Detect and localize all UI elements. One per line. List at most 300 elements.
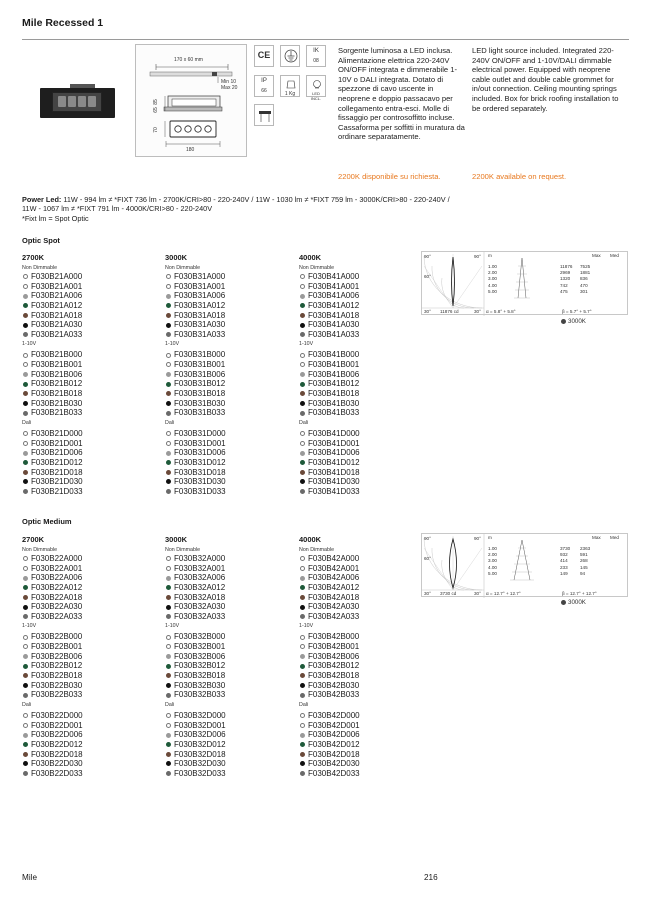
product-code-row [165, 602, 295, 612]
product-code-row [299, 740, 429, 750]
finish-color-swatch [300, 723, 305, 728]
finish-color-swatch [300, 595, 305, 600]
product-code: F030B41D000 [308, 428, 360, 438]
product-code: F030B42B001 [308, 642, 360, 652]
product-code: F030B32A018 [174, 592, 226, 602]
beam-angle-right: β = 5.7° + 5.7° [562, 309, 592, 314]
product-code-row [299, 468, 429, 478]
finish-color-swatch [166, 489, 171, 494]
max-lux-value: 2969 [560, 270, 571, 276]
product-code-row [165, 448, 295, 458]
product-code: F030B22A030 [31, 602, 83, 612]
angle-90-right: 90° [474, 254, 481, 259]
product-code-row [22, 573, 152, 583]
product-code: F030B22A033 [31, 611, 83, 621]
product-code: F030B41D006 [308, 448, 360, 458]
product-code: F030B31A000 [174, 272, 226, 281]
product-code-row [22, 429, 152, 439]
product-code-row [299, 769, 429, 779]
finish-color-swatch [300, 391, 305, 396]
product-code: F030B32B030 [174, 680, 226, 690]
product-code-row [165, 690, 295, 700]
product-code-row [22, 408, 152, 418]
product-code: F030B21B030 [31, 398, 83, 408]
axis-unit: m [488, 535, 492, 540]
product-code: F030B32D000 [174, 710, 226, 720]
product-code-row [299, 681, 429, 691]
finish-color-swatch [300, 673, 305, 678]
beam-angle-right: β = 12.7° + 12.7° [562, 591, 597, 596]
finish-color-swatch [23, 382, 28, 387]
product-code: F030B21A018 [31, 310, 83, 320]
product-code-row [22, 291, 152, 301]
product-code: F030B42D018 [308, 749, 360, 759]
finish-color-swatch [166, 693, 171, 698]
finish-color-swatch [23, 313, 28, 318]
finish-color-swatch [300, 323, 305, 328]
product-code-row [165, 458, 295, 468]
technical-drawing [135, 44, 247, 157]
product-code-row [165, 320, 295, 330]
note-italian: 2200K disponibile su richiesta. [338, 172, 441, 181]
product-code: F030B32D030 [174, 759, 226, 769]
product-code-row [22, 468, 152, 478]
product-code-row [165, 370, 295, 380]
finish-color-swatch [23, 489, 28, 494]
color-temperature-heading: 2700K [22, 253, 45, 262]
product-code-row [299, 750, 429, 760]
max-lux-value: 3730 [560, 546, 571, 551]
product-code: F030B21A006 [31, 291, 83, 301]
finish-color-swatch [166, 654, 171, 659]
finish-color-swatch [23, 401, 28, 406]
product-code-row [165, 681, 295, 691]
product-code-row [22, 583, 152, 593]
product-code: F030B21D000 [31, 428, 83, 438]
finish-color-swatch [23, 654, 28, 659]
color-temperature-heading: 3000K [165, 253, 188, 262]
product-code: F030B31B001 [174, 360, 226, 370]
product-code-row [299, 330, 429, 340]
product-code-row [299, 379, 429, 389]
product-code-row [165, 399, 295, 409]
product-code: F030B42B012 [308, 661, 360, 671]
product-code-row [165, 750, 295, 760]
angle-30-left: 30° [424, 309, 431, 314]
product-code-row [165, 593, 295, 603]
product-code-row [22, 740, 152, 750]
product-code-row [22, 282, 152, 292]
power-label: Power Led: [22, 195, 62, 204]
product-code: F030B21A012 [31, 300, 83, 310]
description-italian: Sorgente luminosa a LED inclusa. Alimentazione elettrica 220-240V ON/OFF integrata e dimmerabile 1-10V o DALI integrata. Dotato di spezzone di cavo uscente in neoprene e doppio passacavo per collegamento entra-esci. Molle di fissaggio per controsoffitto incluse. Cassaforma per soffitti in muratura da ordinare separatamente. [338, 46, 465, 142]
product-code: F030B32D012 [174, 739, 226, 749]
finish-color-swatch [23, 761, 28, 766]
product-code: F030B32D018 [174, 749, 226, 759]
product-code-row [22, 350, 152, 360]
product-code-row [22, 311, 152, 321]
product-code-row [165, 311, 295, 321]
med-lux-value: 301 [580, 288, 588, 294]
product-code-row [22, 439, 152, 449]
beam-angle-left: α = 12.7° + 12.7° [486, 591, 521, 596]
product-code: F030B22A006 [31, 573, 83, 583]
col-med: Med [610, 253, 619, 258]
finish-color-swatch [166, 274, 171, 279]
product-code: F030B32B006 [174, 651, 226, 661]
code-column-spot-2700k [22, 253, 152, 496]
product-code-row [22, 379, 152, 389]
med-lux-value: 836 [580, 276, 588, 282]
product-code: F030B32A012 [174, 582, 226, 592]
finish-color-swatch [166, 614, 171, 619]
product-code: F030B42D000 [308, 710, 360, 720]
code-column-medium-3000k [165, 535, 295, 778]
finish-color-swatch [166, 771, 171, 776]
product-code-row [299, 730, 429, 740]
finish-color-swatch [166, 479, 171, 484]
product-code: F030B32D001 [174, 720, 226, 730]
finish-color-swatch [300, 441, 305, 446]
product-code-row [299, 360, 429, 370]
max-lux-value: 932 [560, 552, 568, 558]
product-code-row [299, 759, 429, 769]
product-code: F030B32B012 [174, 661, 226, 671]
finish-color-swatch [166, 556, 171, 561]
recessed-profile-icon [254, 104, 274, 126]
product-code: F030B31D006 [174, 448, 226, 458]
product-code-row [299, 573, 429, 583]
product-code: F030B22B001 [31, 642, 83, 652]
product-code-row [299, 652, 429, 662]
product-code-row [299, 458, 429, 468]
distance-value: 3.00 [488, 558, 497, 564]
product-code: F030B22D001 [31, 720, 83, 730]
product-code-row [22, 769, 152, 779]
beam-angle-left: α = 5.8° + 5.8° [486, 309, 516, 314]
finish-color-swatch [23, 294, 28, 299]
finish-color-swatch [166, 451, 171, 456]
product-code-row [165, 439, 295, 449]
code-column-spot-3000k [165, 253, 295, 496]
product-code: F030B42A018 [308, 592, 360, 602]
finish-color-swatch [300, 614, 305, 619]
finish-color-swatch [23, 411, 28, 416]
dimming-group-label: 1-10V [165, 341, 180, 348]
product-code: F030B31D000 [174, 428, 226, 438]
axis-unit: m [488, 253, 492, 258]
finish-color-swatch [166, 303, 171, 308]
finish-color-swatch [300, 479, 305, 484]
angle-90-left: 90° [424, 254, 431, 259]
page-number: 216 [424, 873, 438, 882]
product-code-row [165, 379, 295, 389]
product-code: F030B42A030 [308, 602, 360, 612]
product-code-row [22, 612, 152, 622]
product-code: F030B31A012 [174, 300, 226, 310]
product-code: F030B41A030 [308, 320, 360, 330]
product-code: F030B41D030 [308, 477, 360, 487]
product-code-row [165, 612, 295, 622]
product-code: F030B21B006 [31, 369, 83, 379]
dimming-group-label: Dali [22, 701, 32, 708]
power-specs [22, 195, 632, 223]
finish-color-swatch [300, 585, 305, 590]
product-code: F030B31D012 [174, 457, 226, 467]
product-code: F030B41A018 [308, 310, 360, 320]
product-code-row [22, 681, 152, 691]
product-code: F030B42D030 [308, 759, 360, 769]
product-code: F030B31A033 [174, 329, 226, 339]
product-code-row [165, 642, 295, 652]
product-code-row [22, 721, 152, 731]
finish-color-swatch [23, 451, 28, 456]
photometry-caption-medium: 3000K [561, 599, 586, 606]
height-c: 70 [152, 127, 159, 133]
product-code-row [22, 632, 152, 642]
finish-color-swatch [166, 441, 171, 446]
product-code-row [299, 554, 429, 564]
product-code: F030B21A030 [31, 320, 83, 330]
angle-60: 60° [424, 274, 431, 279]
product-code: F030B22D006 [31, 730, 83, 740]
product-code-row [22, 602, 152, 612]
max-lux-value: 233 [560, 564, 568, 570]
med-lux-value: 268 [580, 558, 588, 564]
product-code: F030B22B006 [31, 651, 83, 661]
product-code: F030B41D018 [308, 467, 360, 477]
product-code: F030B42A001 [308, 563, 360, 573]
max-lux-value: 149 [560, 570, 568, 576]
finish-color-swatch [166, 313, 171, 318]
product-code: F030B31D030 [174, 477, 226, 487]
product-code: F030B41B030 [308, 398, 360, 408]
finish-color-swatch [23, 713, 28, 718]
product-code: F030B42B006 [308, 651, 360, 661]
product-code: F030B31B006 [174, 369, 226, 379]
product-code: F030B41A000 [308, 272, 360, 281]
finish-color-swatch [300, 713, 305, 718]
finish-color-swatch [300, 654, 305, 659]
finish-color-swatch [166, 713, 171, 718]
product-code: F030B41D012 [308, 457, 360, 467]
finish-color-swatch [300, 401, 305, 406]
product-code: F030B41A001 [308, 281, 360, 291]
finish-color-swatch [23, 635, 28, 640]
product-code: F030B21B033 [31, 408, 83, 418]
product-code: F030B21B018 [31, 389, 83, 399]
product-code: F030B22D033 [31, 768, 83, 778]
color-temperature-heading: 3000K [165, 535, 188, 544]
distance-value: 2.00 [488, 270, 497, 276]
product-code-row [22, 593, 152, 603]
finish-color-swatch [23, 683, 28, 688]
product-code: F030B31B000 [174, 350, 226, 360]
min-dimension: Min 10 [221, 79, 237, 85]
product-code: F030B22D012 [31, 739, 83, 749]
product-code: F030B42B018 [308, 671, 360, 681]
dimming-group-label: Non Dimmable [299, 265, 335, 271]
power-line-3: *Fixt lm = Spot Optic [22, 213, 89, 223]
product-code-row [299, 439, 429, 449]
finish-color-swatch [166, 644, 171, 649]
product-code-row [299, 612, 429, 622]
finish-color-swatch [23, 460, 28, 465]
product-code: F030B22A012 [31, 582, 83, 592]
product-code: F030B31D033 [174, 486, 226, 496]
dimming-group-label: 1-10V [165, 623, 180, 630]
finish-color-swatch [23, 752, 28, 757]
product-code-row [22, 360, 152, 370]
finish-color-swatch [300, 644, 305, 649]
product-code: F030B32A006 [174, 573, 226, 583]
finish-color-swatch [166, 664, 171, 669]
finish-color-swatch [300, 664, 305, 669]
product-code: F030B22A000 [31, 554, 83, 563]
product-code: F030B42D001 [308, 720, 360, 730]
product-code-row [165, 759, 295, 769]
product-code-row [299, 389, 429, 399]
product-code-row [22, 711, 152, 721]
product-code: F030B21D033 [31, 486, 83, 496]
led-icon: LED INCL. [306, 75, 326, 97]
cutout-dimension: 170 x 60 mm [174, 57, 203, 63]
angle-60: 60° [424, 556, 431, 561]
finish-color-swatch [300, 742, 305, 747]
dimming-group-label: Dali [22, 419, 32, 426]
product-code-row [165, 487, 295, 497]
finish-color-swatch [23, 733, 28, 738]
product-code: F030B21B012 [31, 379, 83, 389]
color-temperature-heading: 4000K [299, 535, 322, 544]
finish-color-swatch [166, 733, 171, 738]
finish-color-swatch [166, 294, 171, 299]
product-code-row [299, 311, 429, 321]
product-code-row [165, 330, 295, 340]
product-code-row [22, 554, 152, 564]
max-lux-value: 742 [560, 282, 568, 288]
finish-color-swatch [166, 742, 171, 747]
distance-value: 5.00 [488, 570, 497, 576]
product-code-row [22, 487, 152, 497]
finish-color-swatch [23, 353, 28, 358]
finish-color-swatch [166, 576, 171, 581]
dimming-group-label: 1-10V [299, 623, 314, 630]
dimming-group-label: Non Dimmable [22, 265, 58, 271]
dimming-group-label: 1-10V [22, 623, 37, 630]
finish-color-swatch [300, 332, 305, 337]
product-code: F030B31B018 [174, 389, 226, 399]
product-code: F030B42A033 [308, 611, 360, 621]
code-column-medium-4000k [299, 535, 429, 778]
finish-color-swatch [166, 411, 171, 416]
section-title-spot: Optic Spot [22, 236, 60, 245]
product-code: F030B31D018 [174, 467, 226, 477]
finish-color-swatch [166, 401, 171, 406]
max-lux-value: 414 [560, 558, 568, 564]
finish-color-swatch [300, 761, 305, 766]
product-code: F030B21D006 [31, 448, 83, 458]
page-title: Mile Recessed 1 [22, 17, 104, 29]
product-code: F030B22B033 [31, 690, 83, 700]
col-max: Max [592, 253, 601, 258]
finish-color-swatch [166, 460, 171, 465]
finish-color-swatch [166, 683, 171, 688]
max-lux-value: 1320 [560, 276, 571, 282]
product-code-row [22, 750, 152, 760]
finish-color-swatch [23, 332, 28, 337]
product-code-row [165, 652, 295, 662]
finish-color-swatch [166, 566, 171, 571]
product-code: F030B22A018 [31, 592, 83, 602]
product-code: F030B32A033 [174, 611, 226, 621]
product-code-row [299, 721, 429, 731]
finish-color-swatch [300, 576, 305, 581]
finish-color-swatch [300, 605, 305, 610]
finish-color-swatch [23, 742, 28, 747]
ip-icon: IP 66 [254, 75, 274, 97]
finish-color-swatch [166, 595, 171, 600]
height-a: 85 [152, 99, 159, 105]
product-code: F030B21B001 [31, 360, 83, 370]
angle-90-right: 90° [474, 536, 481, 541]
dimming-group-label: Non Dimmable [299, 547, 335, 553]
product-code: F030B42B033 [308, 690, 360, 700]
product-code-row [299, 272, 429, 282]
finish-color-swatch [166, 635, 171, 640]
product-code: F030B41A006 [308, 291, 360, 301]
finish-color-swatch [23, 284, 28, 289]
dimming-group-label: Dali [299, 419, 309, 426]
dimming-group-label: 1-10V [22, 341, 37, 348]
footer-family: Mile [22, 873, 38, 882]
finish-color-swatch [23, 664, 28, 669]
product-code-row [299, 602, 429, 612]
product-code: F030B42D006 [308, 730, 360, 740]
product-code-row [22, 661, 152, 671]
product-code-row [22, 690, 152, 700]
dimming-group-label: Dali [165, 419, 175, 426]
col-med: Med [610, 535, 619, 540]
product-code-row [165, 554, 295, 564]
angle-30-left: 30° [424, 591, 431, 596]
finish-color-swatch [166, 723, 171, 728]
product-code: F030B41B033 [308, 408, 360, 418]
finish-color-swatch [166, 391, 171, 396]
title-divider [22, 39, 629, 40]
product-code: F030B41A012 [308, 300, 360, 310]
finish-color-swatch [23, 771, 28, 776]
product-code-row [165, 272, 295, 282]
finish-color-swatch [166, 382, 171, 387]
finish-color-swatch [23, 274, 28, 279]
angle-30-right: 30° [474, 591, 481, 596]
med-lux-value: 591 [580, 552, 588, 558]
max-dimension: Max 20 [221, 85, 238, 91]
finish-color-swatch [23, 566, 28, 571]
product-code-row [22, 730, 152, 740]
product-code-row [165, 632, 295, 642]
earth-icon [280, 45, 300, 67]
product-code-row [22, 389, 152, 399]
finish-color-swatch [300, 460, 305, 465]
finish-color-swatch [166, 332, 171, 337]
dimming-group-label: 1-10V [299, 341, 314, 348]
max-lux-value: 475 [560, 288, 568, 294]
finish-color-swatch [166, 353, 171, 358]
distance-value: 5.00 [488, 288, 497, 294]
product-code: F030B22D018 [31, 749, 83, 759]
